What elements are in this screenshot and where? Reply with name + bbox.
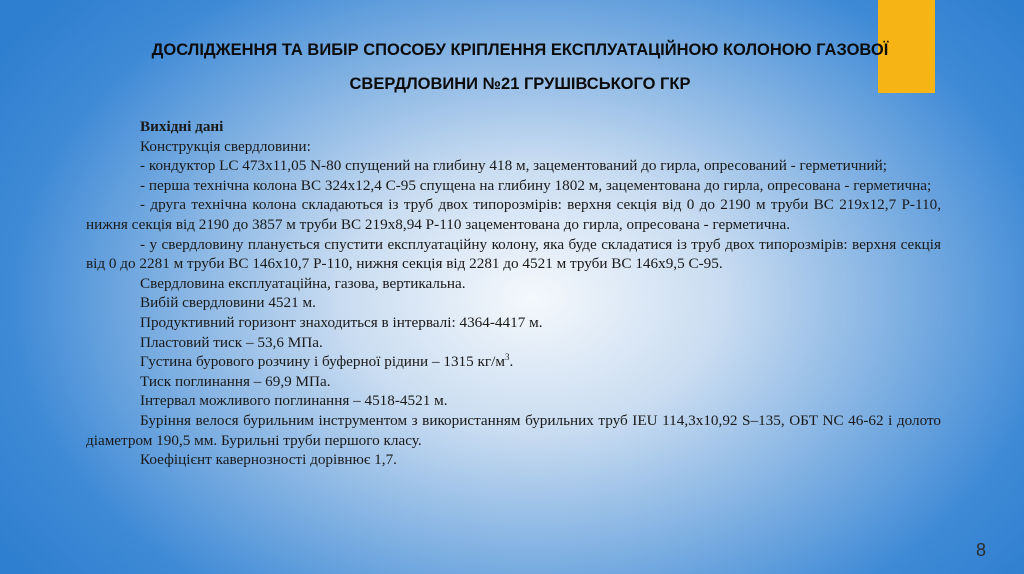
fluid-density-superscript: 3 <box>504 352 510 363</box>
paragraph-productive-horizon: Продуктивний горизонт знаходиться в інтервалі: 4364-4417 м. <box>140 313 543 331</box>
paragraph-reservoir-pressure: Пластовий тиск – 53,6 МПа. <box>140 333 323 351</box>
page-number: 8 <box>976 540 987 560</box>
slide-body <box>86 117 941 470</box>
paragraph-first-casing: - перша технічна колона BC 324х12,4 С-95 спущена на глибину 1802 м, зацементована до гирла, опресована - герметична; <box>140 176 932 194</box>
paragraph-second-casing: - друга технічна колона складаються із труб двох типорозмірів: верхня секція від 0 до 2190 м труби BC 219х12,7 Р-110, нижня секція від 2190 до 3857 м труби BC 219х8,94 Р-110 зацементована до гирла, опресована - герметична. <box>86 196 941 233</box>
section-heading: Вихідні дані <box>140 118 224 135</box>
paragraph-bottomhole: Вибій свердловини 4521 м. <box>140 294 316 312</box>
paragraph-fluid-density <box>86 352 941 372</box>
slide-title <box>60 33 980 101</box>
paragraph-construction: Конструкція свердловини: <box>140 137 311 155</box>
paragraph-conductor: - кондуктор LC 473х11,05 N-80 спущений на глибину 418 м, зацементований до гирла, опресований - герметичний; <box>140 157 887 175</box>
paragraph-loss-interval: Інтервал можливого поглинання – 4518-4521 м. <box>140 392 448 410</box>
fluid-density-end: . <box>509 353 514 371</box>
paragraph-loss-pressure: Тиск поглинання – 69,9 МПа. <box>140 372 331 390</box>
fluid-density-text: Густина бурового розчину і буферної рідини – 1315 кг/м <box>140 353 505 371</box>
paragraph-production-casing: - у свердловину планується спустити експлуатаційну колону, яка буде складатися із труб двох типорозмірів: верхня секція від 0 до 2281 м труби BC 146х10,7 Р-110, нижня секція від 2281 до 4521 м труби BC 146х9,5 С-95. <box>86 235 941 273</box>
paragraph-well-type: Свердловина експлуатаційна, газова, вертикальна. <box>140 274 466 292</box>
paragraph-cavernosity: Коефіцієнт кавернозності дорівнює 1,7. <box>140 451 397 469</box>
slide-title-line2: СВЕРДЛОВИНИ №21 ГРУШІВСЬКОГО ГКР <box>349 75 691 93</box>
paragraph-drilling-tools: Буріння велося бурильним інструментом з використанням бурильних труб IEU 114,3х10,92 S–135, ОБТ NC 46-62 і долото діаметром 190,5 мм. Бурильні труби першого класу. <box>86 411 941 449</box>
slide-title-line1: ДОСЛІДЖЕННЯ ТА ВИБІР СПОСОБУ КРІПЛЕННЯ ЕКСПЛУАТАЦІЙНОЮ КОЛОНОЮ ГАЗОВОЇ <box>151 41 889 59</box>
